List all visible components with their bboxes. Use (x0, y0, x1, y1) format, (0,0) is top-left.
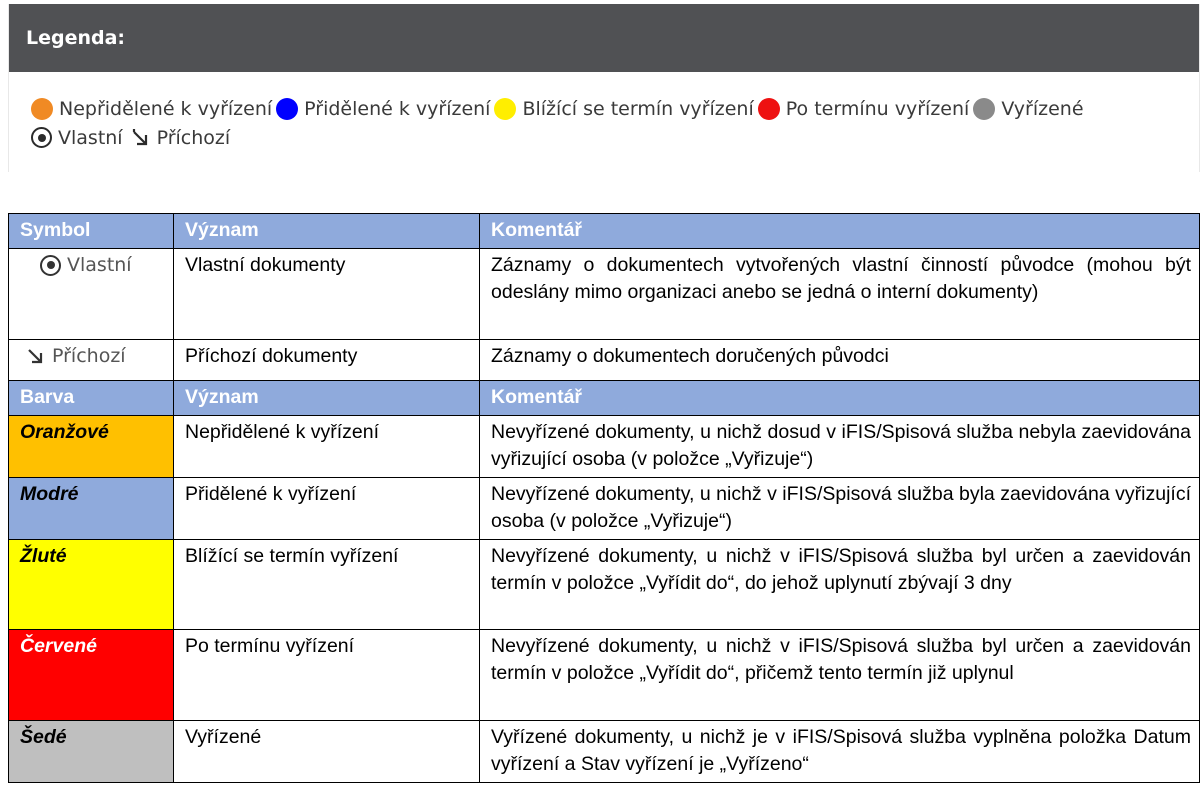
meaning-cell: Nepřidělené k vyřízení (174, 416, 480, 478)
legend-item-approaching (490, 95, 753, 123)
comment-cell: Nevyřízené dokumenty, u nichž v iFIS/Spisová služba byl určen a zaevidován termín v položce „Vyřídit do“, přičemž tento termín již uplynul (480, 630, 1200, 721)
symbol-cell (9, 340, 174, 381)
legend-item-overdue (754, 95, 970, 123)
legend-item-label: Po termínu vyřízení (785, 97, 970, 120)
arrow-down-right-icon (26, 346, 46, 366)
symbol-header-row (9, 214, 1200, 249)
legend-item-done (969, 95, 1083, 123)
symbol-label: Příchozí (52, 345, 126, 367)
legend-incoming-label: Příchozí (156, 126, 231, 149)
orange-dot-icon (31, 98, 53, 120)
color-cell-red: Červené (9, 630, 174, 721)
symbol-own (40, 252, 165, 279)
meaning-cell: Blížící se termín vyřízení (174, 540, 480, 630)
meaning-cell: Příchozí dokumenty (174, 340, 480, 381)
table-row (9, 340, 1200, 381)
yellow-dot-icon (494, 98, 516, 120)
legend-item-assigned (272, 95, 490, 123)
header-cell: Význam (174, 381, 480, 416)
blue-dot-icon (276, 98, 298, 120)
comment-cell: Vyřízené dokumenty, u nichž je v iFIS/Spisová služba vyplněna položka Datum vyřízení a Stav vyřízení je „Vyřízeno“ (480, 721, 1200, 783)
header-cell: Komentář (480, 214, 1200, 249)
meaning-cell: Po termínu vyřízení (174, 630, 480, 721)
legend-symbols-line (31, 123, 1199, 152)
table-row (9, 630, 1200, 721)
comment-cell: Nevyřízené dokumenty, u nichž v iFIS/Spisová služba byla zaevidována vyřizující osoba (v položce „Vyřizuje“) (480, 478, 1200, 540)
color-cell-orange: Oranžové (9, 416, 174, 478)
comment-cell: Nevyřízené dokumenty, u nichž v iFIS/Spisová služba byl určen a zaevidován termín v položce „Vyřídit do“, do jehož uplynutí zbývají 3 dny (480, 540, 1200, 630)
red-dot-icon (758, 98, 780, 120)
comment-cell: Záznamy o dokumentech doručených původci (480, 340, 1200, 381)
symbol-cell (9, 249, 174, 340)
table-row (9, 721, 1200, 783)
legend-colors-line (31, 94, 1199, 123)
color-cell-grey: Šedé (9, 721, 174, 783)
table-row (9, 478, 1200, 540)
header-cell: Symbol (9, 214, 174, 249)
legend-item-label: Nepřidělené k vyřízení (59, 97, 273, 120)
header-cell: Význam (174, 214, 480, 249)
header-cell: Komentář (480, 381, 1200, 416)
color-header-row (9, 381, 1200, 416)
meaning-cell: Vyřízené (174, 721, 480, 783)
legend-own-label: Vlastní (58, 126, 123, 149)
color-cell-blue: Modré (9, 478, 174, 540)
radio-dot-icon (40, 255, 61, 276)
legend-title: Legenda: (9, 4, 1199, 72)
legend-item-unassigned (31, 95, 272, 123)
symbol-incoming (26, 343, 165, 370)
color-cell-yellow: Žluté (9, 540, 174, 630)
legend-body (9, 72, 1199, 152)
arrow-down-right-icon (131, 128, 151, 148)
radio-dot-icon (31, 127, 52, 148)
grey-dot-icon (973, 98, 995, 120)
table-row (9, 249, 1200, 340)
legend-table (8, 213, 1200, 783)
table-row (9, 540, 1200, 630)
meaning-cell: Přidělené k vyřízení (174, 478, 480, 540)
table-row (9, 416, 1200, 478)
legend-panel (8, 4, 1200, 172)
legend-item-label: Přidělené k vyřízení (304, 97, 491, 120)
symbol-label: Vlastní (67, 254, 132, 276)
meaning-cell: Vlastní dokumenty (174, 249, 480, 340)
comment-cell: Záznamy o dokumentech vytvořených vlastní činností původce (mohou být odeslány mimo organizaci anebo se jedná o interní dokumenty) (480, 249, 1200, 340)
legend-item-label: Blížící se termín vyřízení (522, 97, 754, 120)
legend-item-label: Vyřízené (1001, 97, 1084, 120)
comment-cell: Nevyřízené dokumenty, u nichž dosud v iFIS/Spisová služba nebyla zaevidována vyřizující osoba (v položce „Vyřizuje“) (480, 416, 1200, 478)
header-cell: Barva (9, 381, 174, 416)
